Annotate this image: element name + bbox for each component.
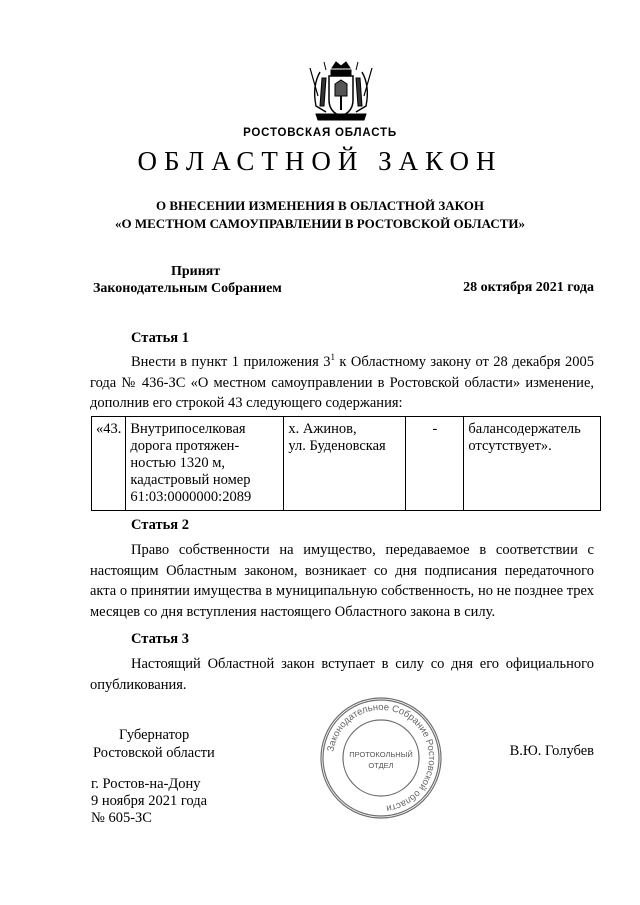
governor-title-line1: Губернатор	[119, 727, 190, 743]
seal-ring-text: Законодательное Собрание Ростовской области	[325, 701, 438, 814]
signing-place-date	[91, 776, 207, 827]
law-title-line1: О ВНЕСЕНИИ ИЗМЕНЕНИЯ В ОБЛАСТНОЙ ЗАКОН	[156, 198, 484, 213]
note-cell	[464, 417, 601, 511]
document-type: ОБЛАСТНОЙ ЗАКОН	[137, 146, 503, 176]
seal-stamp	[318, 695, 444, 821]
adopted-label-line2: Законодательным Собранием	[93, 281, 282, 296]
governor-title	[93, 726, 215, 762]
adopted-label	[93, 263, 282, 297]
article-3-heading: Статья 3	[131, 631, 189, 647]
empty-value-cell: -	[406, 417, 464, 511]
address-line: ул. Буденовская	[288, 438, 386, 454]
seal-center-line2: ОТДЕЛ	[368, 761, 394, 770]
article-1-superscript: 1	[330, 352, 335, 362]
table-row	[92, 417, 601, 511]
article-1-heading: Статья 1	[131, 330, 189, 346]
object-name-line: Внутрипоселковая	[130, 421, 246, 437]
law-number: № 605-ЗС	[91, 810, 152, 826]
object-name-cell	[126, 417, 284, 511]
note-line: балансодержатель	[468, 421, 581, 437]
law-title	[0, 197, 640, 233]
article-2-text	[90, 540, 594, 622]
adopted-label-line1: Принят	[171, 264, 221, 279]
article-1-text-a: Внести в пункт 1 приложения 3	[131, 354, 331, 370]
seal-center-line1: ПРОТОКОЛЬНЫЙ	[349, 750, 413, 759]
adoption-date: 28 октября 2021 года	[463, 280, 594, 295]
region-name: РОСТОВСКАЯ ОБЛАСТЬ	[243, 127, 397, 139]
note-line: отсутствует».	[468, 438, 552, 454]
signing-date: 9 ноября 2021 года	[91, 793, 208, 809]
article-2-paragraph: Право собственности на имущество, передаваемое в соответствии с настоящим Областным законом, возникает со дня подписания передаточного акта о принятии имущества в муниципальную собственность, но не позднее трех месяцев со дня вступления настоящего Областного закона в силу.	[90, 542, 594, 620]
governor-title-line2: Ростовской области	[93, 745, 215, 761]
coat-of-arms-icon	[302, 56, 380, 124]
city: г. Ростов-на-Дону	[91, 776, 201, 792]
signer-name: В.Ю. Голубев	[509, 743, 594, 759]
article-3-text	[90, 654, 594, 695]
object-name-line: кадастровый номер	[130, 472, 251, 488]
object-name-line: дорога протяжен-	[130, 438, 240, 454]
article-1-text-b: к Областному закону от 28 декабря 2005 года № 436-ЗС «О местном самоуправлении в Ростовской области» изменение, дополнив его строкой 43 следующего содержания:	[90, 354, 594, 411]
address-cell	[284, 417, 406, 511]
address-line: х. Ажинов,	[288, 421, 357, 437]
law-title-line2: «О МЕСТНОМ САМОУПРАВЛЕНИИ В РОСТОВСКОЙ ОБЛАСТИ»	[115, 216, 525, 231]
article-3-paragraph: Настоящий Областной закон вступает в силу со дня его официального опубликования.	[90, 656, 594, 693]
article-1-text	[90, 352, 594, 414]
article-2-heading: Статья 2	[131, 517, 189, 533]
row-number-cell: «43.	[92, 417, 126, 511]
appendix-row-table	[91, 416, 601, 511]
object-name-line: 61:03:0000000:2089	[130, 489, 252, 505]
object-name-line: ностью 1320 м,	[130, 455, 226, 471]
